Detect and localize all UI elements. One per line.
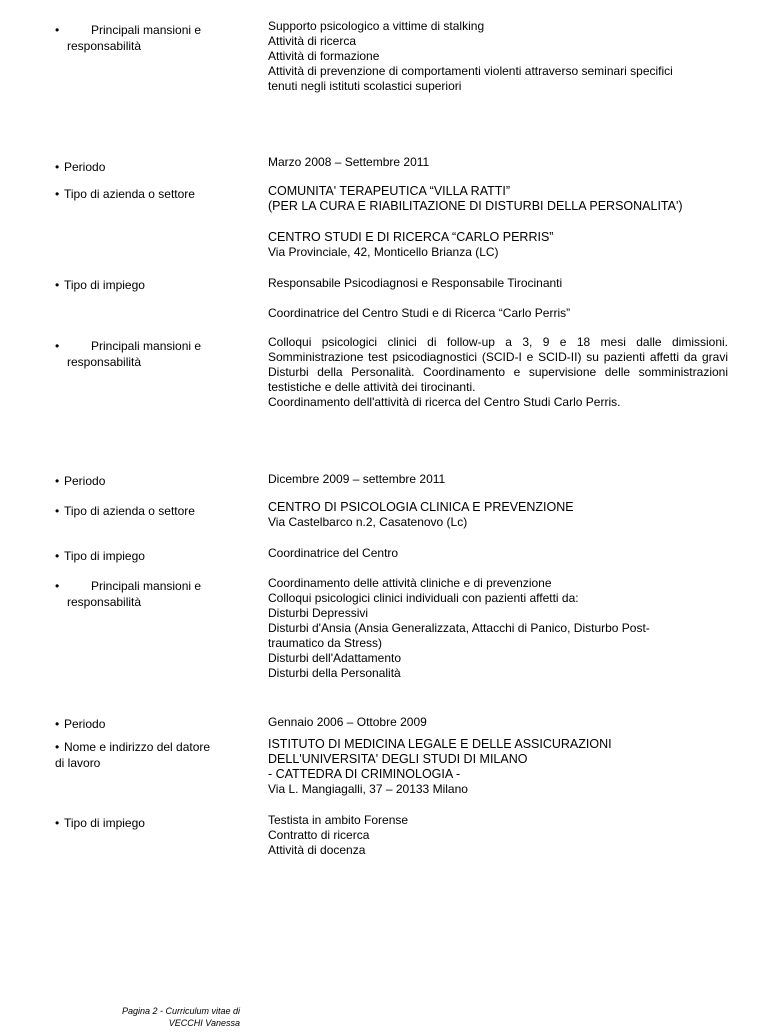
bullet: • <box>55 579 60 593</box>
label-periodo-3: • Periodo <box>55 474 106 488</box>
periodo-2-value: Marzo 2008 – Settembre 2011 <box>268 155 430 169</box>
bullet: • <box>55 549 60 563</box>
label-periodo-2: • Periodo <box>55 160 106 174</box>
label-azienda-3: • Tipo di azienda o settore <box>55 504 195 518</box>
bullet: • <box>55 504 60 518</box>
mansioni-3-text: Coordinamento delle attività cliniche e di prevenzione Colloqui psicologici clinici individuali con pazienti affetti da: Disturbi Depressivi Disturbi d'Ansia (Ansia Generalizzata, Attacchi di Panico, Disturbo Post- traumatico da Stress) Disturbi dell'Adattamento Disturbi della Personalità <box>268 576 650 680</box>
mansioni-1-text: Supporto psicologico a vittime di stalking Attività di ricerca Attività di formazione Attività di prevenzione di comportamenti violenti attraverso seminari specifici tenuti negli istituti scolastici superiori <box>268 19 673 93</box>
azienda-2-value: COMUNITA' TERAPEUTICA “VILLA RATTI” (PER LA CURA E RIABILITAZIONE DI DISTURBI DELLA PERSONALITA') <box>268 184 683 213</box>
label-impiego-2: • Tipo di impiego <box>55 278 145 292</box>
label-impiego-4: • Tipo di impiego <box>55 816 145 830</box>
impiego-3-value: Coordinatrice del Centro <box>268 546 399 560</box>
page-footer: Pagina 2 - Curriculum vitae di VECCHI Vanessa <box>121 1006 240 1028</box>
label-mansioni-1: • Principali mansioni e responsabilità <box>55 23 202 53</box>
bullet: • <box>55 717 60 731</box>
bullet: • <box>55 816 60 830</box>
label-datore-4: • Nome e indirizzo del datore di lavoro <box>55 740 211 770</box>
periodo-3-value: Dicembre 2009 – settembre 2011 <box>268 472 446 486</box>
impiego-2-value: Responsabile Psicodiagnosi e Responsabile Tirocinanti <box>268 276 563 290</box>
bullet: • <box>55 474 60 488</box>
azienda-2b-value: CENTRO STUDI E DI RICERCA “CARLO PERRIS” Via Provinciale, 42, Monticello Brianza (LC) <box>268 230 554 259</box>
bullet: • <box>55 278 60 292</box>
label-mansioni-2: • Principali mansioni e responsabilità <box>55 339 202 369</box>
bullet: • <box>55 740 60 754</box>
label-periodo-4: • Periodo <box>55 717 106 731</box>
azienda-3-value: CENTRO DI PSICOLOGIA CLINICA E PREVENZIONE Via Castelbarco n.2, Casatenovo (Lc) <box>268 500 574 529</box>
bullet: • <box>55 160 60 174</box>
bullet: • <box>55 339 60 353</box>
label-mansioni-3: • Principali mansioni e responsabilità <box>55 579 202 609</box>
datore-4-value: ISTITUTO DI MEDICINA LEGALE E DELLE ASSICURAZIONI DELL'UNIVERSITA' DEGLI STUDI DI MILANO - CATTEDRA DI CRIMINOLOGIA - Via L. Mangiagalli, 37 – 20133 Milano <box>268 737 612 796</box>
periodo-4-value: Gennaio 2006 – Ottobre 2009 <box>268 715 427 729</box>
bullet: • <box>55 23 60 37</box>
impiego-4-value: Testista in ambito Forense Contratto di ricerca Attività di docenza <box>268 813 409 857</box>
mansioni-2-text: Colloqui psicologici clinici di follow-up a 3, 9 e 18 mesi dalle dimissioni. Somministrazione test psicodiagnostici (SCID-I e SCID-II) su pazienti affetti da gravi Disturbi della Personalità. Coordinamento e supervisione delle somministrazioni testistiche e delle attività dei tirocinanti. Coordinamento dell'attività di ricerca del Centro Studi Carlo Perris. <box>268 335 728 409</box>
impiego-2b-value: Coordinatrice del Centro Studi e di Ricerca “Carlo Perris” <box>268 306 571 320</box>
label-azienda-2: • Tipo di azienda o settore <box>55 187 195 201</box>
bullet: • <box>55 187 60 201</box>
label-impiego-3: • Tipo di impiego <box>55 549 145 563</box>
